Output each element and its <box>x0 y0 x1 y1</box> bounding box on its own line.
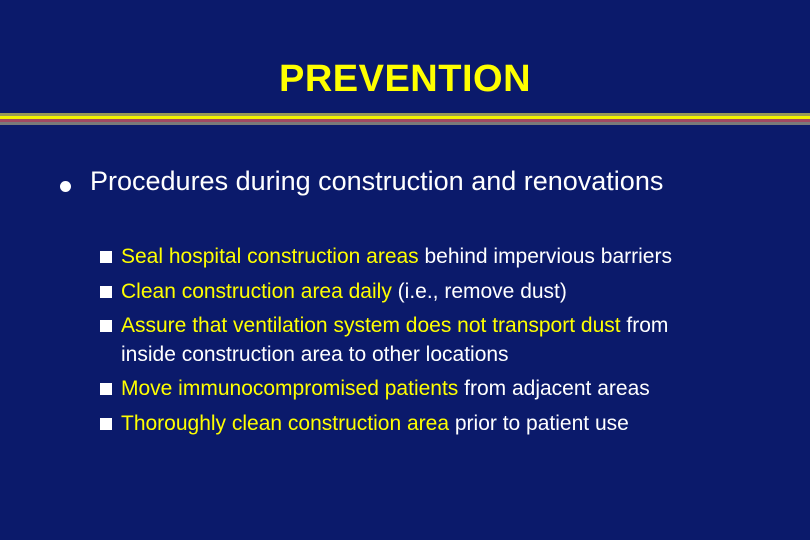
highlighted-text: Clean construction area daily <box>121 279 392 303</box>
sub-bullet-item <box>100 312 681 369</box>
bullet-text: behind impervious barriers <box>418 245 672 268</box>
highlighted-text: Thoroughly clean construction area <box>121 411 450 435</box>
sub-bullet-item <box>100 410 681 439</box>
round-bullet-icon <box>60 181 71 192</box>
bullet-text: prior to patient use <box>449 411 629 435</box>
square-bullet-icon <box>100 320 112 332</box>
square-bullet-icon <box>100 383 112 395</box>
square-bullet-icon <box>100 286 112 298</box>
title-divider <box>0 122 810 125</box>
slide-title: PREVENTION <box>278 58 532 100</box>
highlighted-text: Move immunocompromised patients <box>121 377 459 400</box>
bullet-text: from adjacent areas <box>458 377 650 400</box>
bullet-text: (i.e., remove dust) <box>391 279 567 303</box>
highlighted-text: Seal hospital construction areas <box>121 245 419 268</box>
square-bullet-icon <box>100 251 112 263</box>
square-bullet-icon <box>100 418 112 430</box>
bullet-text: from inside construction area to other locations <box>121 314 669 366</box>
sub-bullet-item <box>100 278 681 307</box>
sub-bullet-list <box>100 243 800 444</box>
sub-bullet-item <box>100 243 681 272</box>
main-bullet-text: Procedures during construction and renovations <box>90 166 664 196</box>
highlighted-text: Assure that ventilation system does not transport dust <box>121 314 621 337</box>
sub-bullet-item <box>100 375 681 404</box>
